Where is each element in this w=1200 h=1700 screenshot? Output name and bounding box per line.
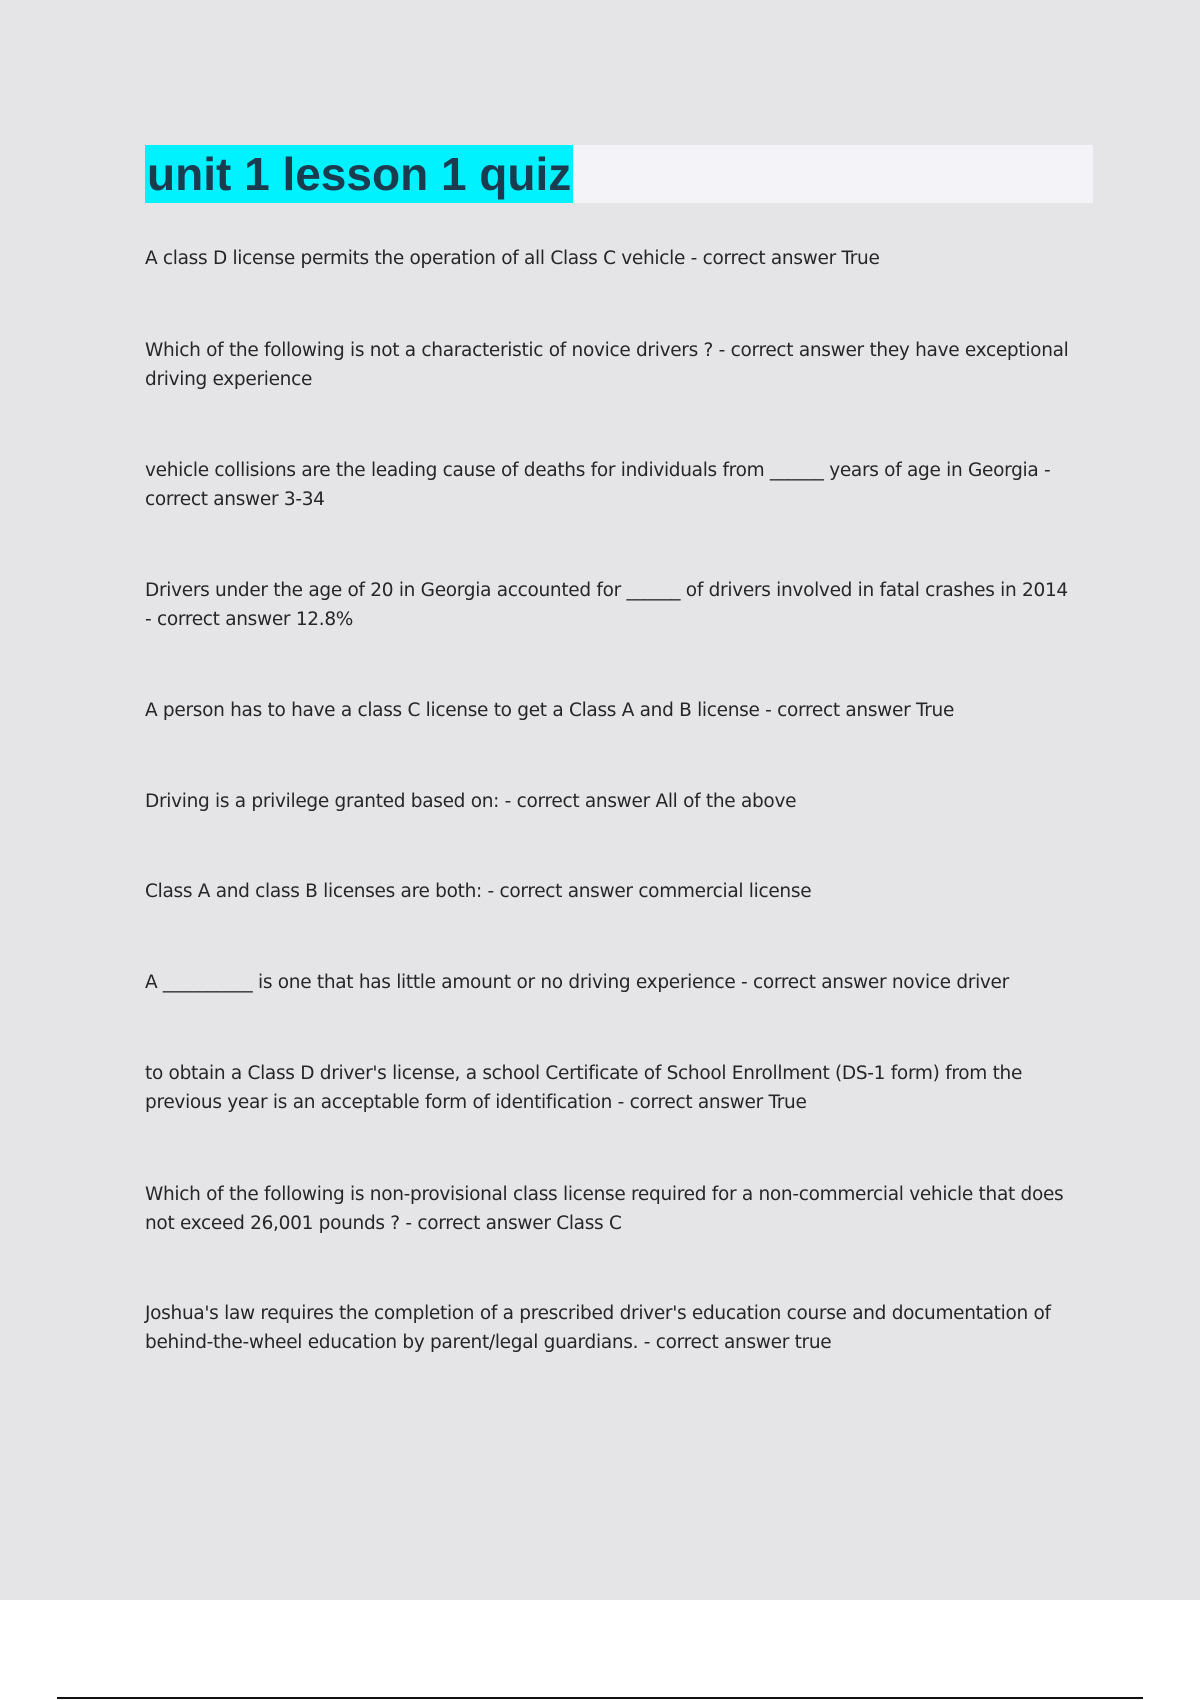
question-item: Which of the following is non-provisional class license required for a non-commercial vehicle that does not exceed 26,001 pounds ? - correct answer Class C [145, 1184, 1064, 1234]
question-item: A __________ is one that has little amount or no driving experience - correct answer novice driver [145, 972, 1009, 993]
question-item: Drivers under the age of 20 in Georgia accounted for ______ of drivers involved in fatal crashes in 2014 - correct answer 12.8% [145, 580, 1068, 630]
question-item: Joshua's law requires the completion of a prescribed driver's education course and documentation of behind-the-wheel education by parent/legal guardians. - correct answer true [145, 1303, 1051, 1353]
question-item: Which of the following is not a characteristic of novice drivers ? - correct answer they have exceptional driving experience [145, 340, 1069, 390]
question-item: A person has to have a class C license to get a Class A and B license - correct answer True [145, 700, 955, 721]
question-item: Driving is a privilege granted based on: - correct answer All of the above [145, 791, 797, 812]
footer-rule [57, 1697, 1143, 1699]
question-item: to obtain a Class D driver's license, a school Certificate of School Enrollment (DS-1 form) from the previous year is an acceptable form of identification - correct answer True [145, 1063, 1023, 1113]
document-title: unit 1 lesson 1 quiz [145, 145, 573, 203]
question-item: vehicle collisions are the leading cause of deaths for individuals from ______ years of age in Georgia - correct answer 3-34 [145, 460, 1051, 510]
question-item: Class A and class B licenses are both: - correct answer commercial license [145, 881, 812, 902]
question-item: A class D license permits the operation of all Class C vehicle - correct answer True [145, 248, 880, 269]
